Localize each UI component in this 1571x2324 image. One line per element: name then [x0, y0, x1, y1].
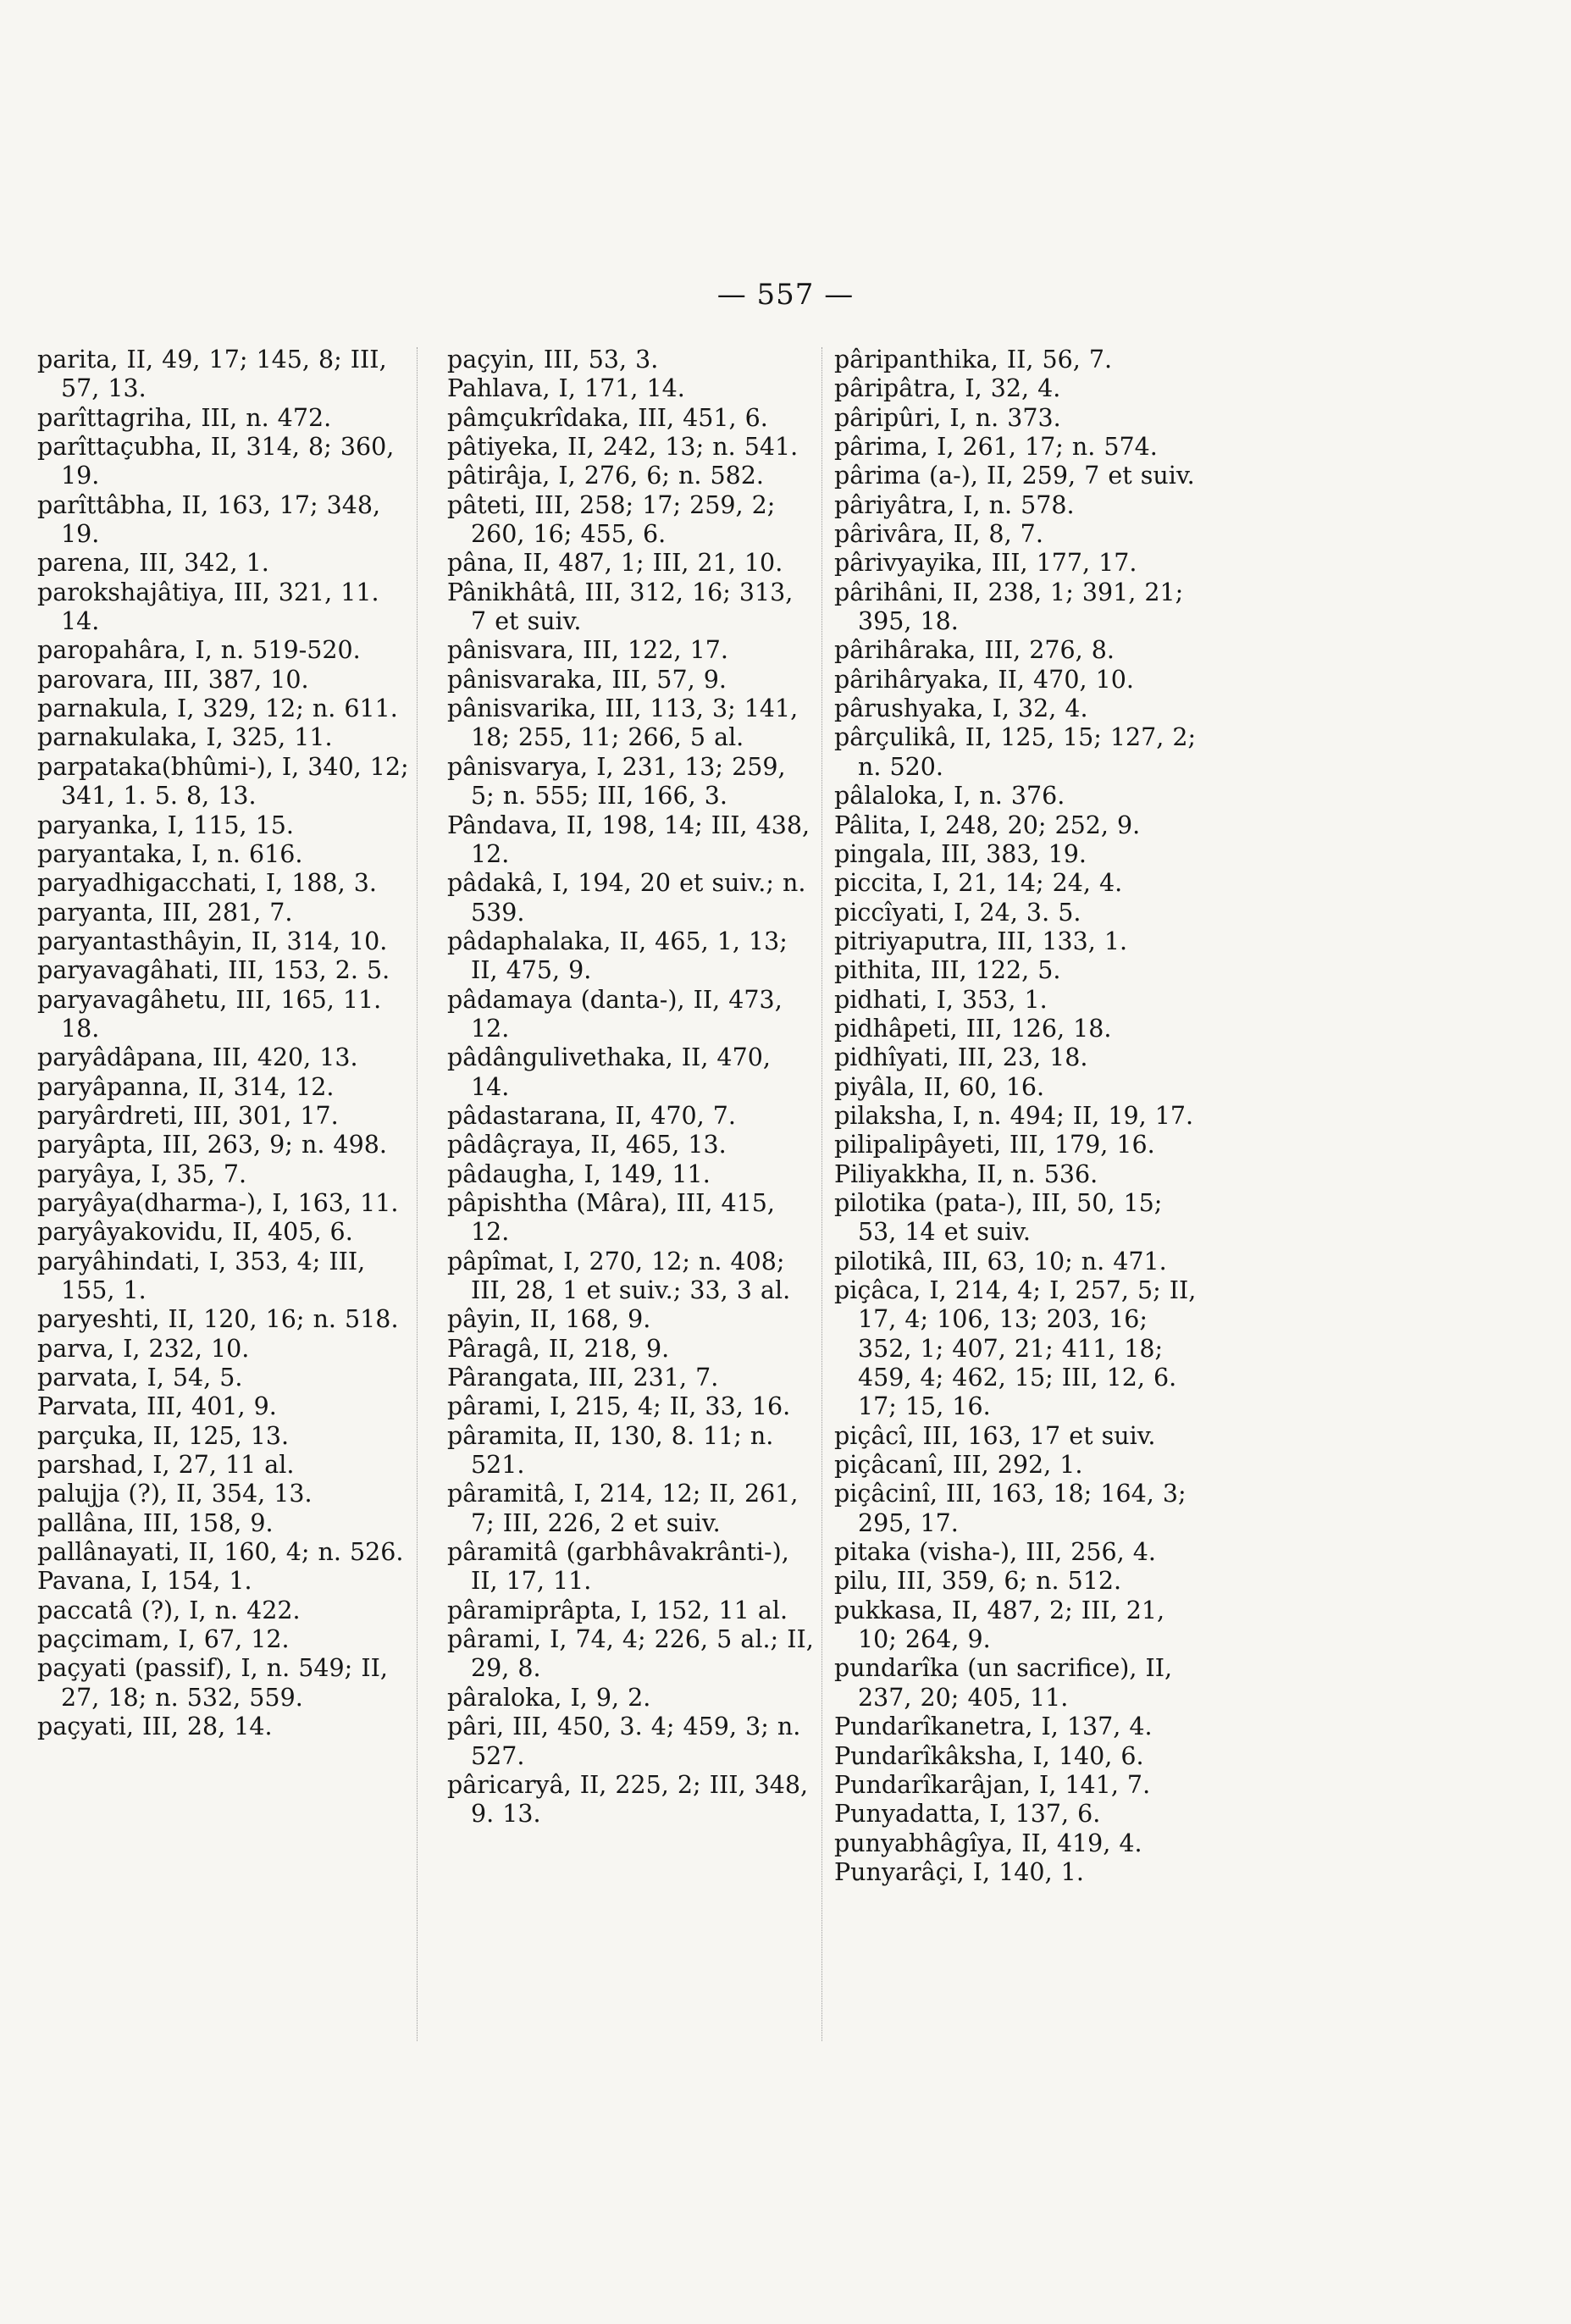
index-entry: parena, III, 342, 1. — [37, 549, 269, 578]
index-entry: palujja (?), II, 354, 13. — [37, 1480, 313, 1508]
index-entry: Pundarîkarâjan, I, 141, 7. — [834, 1770, 1151, 1799]
index-entry: paçyati, III, 28, 14. — [37, 1713, 273, 1741]
index-entry: pidhîyati, III, 23, 18. — [834, 1043, 1088, 1072]
index-entry: pâramitâ (garbhâvakrânti-), II, 17, 11. — [447, 1538, 798, 1596]
index-entry: paryâyakovidu, II, 405, 6. — [37, 1218, 353, 1247]
index-entry: pâripâtra, I, 32, 4. — [834, 374, 1061, 403]
index-entry: Pândava, II, 198, 14; III, 438, 12. — [447, 811, 819, 868]
index-entry: piccîyati, I, 24, 3. 5. — [834, 898, 1081, 927]
index-entry: pâteti, III, 258; 17; 259, 2; 260, 16; 455, 6. — [447, 490, 784, 549]
page-number: — 557 — — [716, 278, 855, 312]
index-entry: pârami, I, 215, 4; II, 33, 16. — [447, 1392, 791, 1421]
index-entry: pârihâryaka, II, 470, 10. — [834, 665, 1134, 694]
index-entry: parva, I, 232, 10. — [37, 1334, 250, 1363]
index-entry: paryâya(dharma-), I, 163, 11. — [37, 1188, 399, 1217]
index-entry: parovara, III, 387, 10. — [37, 665, 309, 694]
index-entry: parpataka(bhûmi-), I, 340, 12; 341, 1. 5. 8, 13. — [37, 752, 418, 811]
index-entry: pârivâra, II, 8, 7. — [834, 520, 1043, 549]
index-entry: pâramiprâpta, I, 152, 11 al. — [447, 1596, 788, 1624]
index-entry: piçâcî, III, 163, 17 et suiv. — [834, 1421, 1156, 1450]
index-entry: pilotikâ, III, 63, 10; n. 471. — [834, 1247, 1167, 1275]
index-entry: paryâpanna, II, 314, 12. — [37, 1072, 335, 1101]
index-entry: pâpîmat, I, 270, 12; n. 408; III, 28, 1 et suiv.; 33, 3 al. — [447, 1247, 794, 1304]
index-entry: piçâca, I, 214, 4; I, 257, 5; II, 17, 4; 106, 13; 203, 16; 352, 1; 407, 21; 411, 18; 459, 4; 462, 15; III, 12, 6. 17; 15, 16. — [834, 1276, 1205, 1421]
index-entry: paryantaka, I, n. 616. — [37, 839, 303, 868]
index-entry: Piliyakkha, II, n. 536. — [834, 1159, 1098, 1188]
index-entry: Punyadatta, I, 137, 6. — [834, 1800, 1101, 1829]
index-entry: paccatâ (?), I, n. 422. — [37, 1596, 301, 1624]
index-entry: pilaksha, I, n. 494; II, 19, 17. — [834, 1101, 1194, 1130]
index-entry: Pârangata, III, 231, 7. — [447, 1364, 719, 1392]
column-divider — [417, 347, 418, 2041]
index-entry: Pahlava, I, 171, 14. — [447, 374, 685, 403]
index-entry: pâriyâtra, I, n. 578. — [834, 490, 1075, 519]
index-entry: pâna, II, 487, 1; III, 21, 10. — [447, 549, 783, 578]
index-entry: paryavagâhati, III, 153, 2. 5. — [37, 956, 390, 985]
index-entry: Pavana, I, 154, 1. — [37, 1567, 252, 1596]
index-entry: parnakula, I, 329, 12; n. 611. — [37, 694, 398, 723]
index-entry: pâramita, II, 130, 8. 11; n. 521. — [447, 1421, 783, 1480]
index-entry: paryantasthâyin, II, 314, 10. — [37, 927, 388, 955]
index-entry: pithita, III, 122, 5. — [834, 956, 1061, 985]
index-entry: parçuka, II, 125, 13. — [37, 1421, 290, 1450]
index-entry: pidhati, I, 353, 1. — [834, 985, 1048, 1014]
index-column-middle — [447, 346, 822, 1829]
index-entry: paryâhindati, I, 353, 4; III, 155, 1. — [37, 1247, 374, 1304]
index-entry: paryâdâpana, III, 420, 13. — [37, 1043, 358, 1072]
index-entry: pâyin, II, 168, 9. — [447, 1305, 651, 1334]
index-entry: parita, II, 49, 17; 145, 8; III, 57, 13. — [37, 346, 396, 403]
index-entry: pâramitâ, I, 214, 12; II, 261, 7; III, 226, 2 et suiv. — [447, 1480, 807, 1537]
index-entry: Parvata, III, 401, 9. — [37, 1392, 277, 1421]
index-entry: pitriyaputra, III, 133, 1. — [834, 927, 1128, 955]
index-entry: pundarîka (un sacrifice), II, 237, 20; 405, 11. — [834, 1654, 1181, 1712]
index-entry: parvata, I, 54, 5. — [37, 1364, 243, 1392]
index-entry: pânisvaraka, III, 57, 9. — [447, 665, 727, 694]
index-column-left — [37, 346, 418, 1742]
index-entry: pukkasa, II, 487, 2; III, 21, 10; 264, 9. — [834, 1596, 1174, 1654]
index-entry: paryâpta, III, 263, 9; n. 498. — [37, 1131, 387, 1159]
index-entry: pânisvarika, III, 113, 3; 141, 18; 255, 11; 266, 5 al. — [447, 694, 807, 752]
index-entry: pallâna, III, 158, 9. — [37, 1508, 274, 1537]
index-entry: paryanka, I, 115, 15. — [37, 811, 294, 839]
index-entry: Pâlita, I, 248, 20; 252, 9. — [834, 811, 1141, 839]
index-entry: paryeshti, II, 120, 16; n. 518. — [37, 1305, 399, 1334]
index-entry: pâtiyeka, II, 242, 13; n. 541. — [447, 433, 799, 462]
index-entry: paçyati (passif), I, n. 549; II, 27, 18; n. 532, 559. — [37, 1654, 396, 1712]
index-entry: pârçulikâ, II, 125, 15; 127, 2; n. 520. — [834, 723, 1205, 781]
index-entry: pingala, III, 383, 19. — [834, 839, 1087, 868]
index-entry: pâtirâja, I, 276, 6; n. 582. — [447, 462, 764, 490]
index-entry: Pânikhâtâ, III, 312, 16; 313, 7 et suiv. — [447, 578, 802, 636]
index-entry: pâlaloka, I, n. 376. — [834, 782, 1065, 811]
index-entry: paryâya, I, 35, 7. — [37, 1159, 247, 1188]
index-entry: pâmçukrîdaka, III, 451, 6. — [447, 403, 768, 432]
index-entry: piçâcinî, III, 163, 18; 164, 3; 295, 17. — [834, 1480, 1195, 1537]
index-entry: pilu, III, 359, 6; n. 512. — [834, 1567, 1122, 1596]
index-entry: pârihâraka, III, 276, 8. — [834, 636, 1115, 665]
index-entry: pâdamaya (danta-), II, 473, 12. — [447, 985, 791, 1043]
index-entry: pârima (a-), II, 259, 7 et suiv. — [834, 462, 1195, 490]
index-entry: piçâcanî, III, 292, 1. — [834, 1451, 1083, 1480]
index-entry: pâdaphalaka, II, 465, 1, 13; II, 475, 9. — [447, 927, 796, 985]
index-entry: pâpishtha (Mâra), III, 415, 12. — [447, 1188, 783, 1247]
index-entry: paçcimam, I, 67, 12. — [37, 1625, 290, 1654]
index-entry: parokshajâtiya, III, 321, 11. 14. — [37, 578, 388, 636]
index-entry: paçyin, III, 53, 3. — [447, 346, 659, 374]
index-entry: parîttâbha, II, 163, 17; 348, 19. — [37, 490, 390, 549]
index-entry: parnakulaka, I, 325, 11. — [37, 723, 333, 752]
index-entry: paryârdreti, III, 301, 17. — [37, 1101, 339, 1130]
index-entry: pidhâpeti, III, 126, 18. — [834, 1014, 1112, 1043]
index-entry: pilipalipâyeti, III, 179, 16. — [834, 1131, 1155, 1159]
index-entry: piyâla, II, 60, 16. — [834, 1072, 1045, 1101]
index-entry: pârivyayika, III, 177, 17. — [834, 549, 1137, 578]
index-entry: pârihâni, II, 238, 1; 391, 21; 395, 18. — [834, 578, 1192, 636]
index-entry: paryavagâhetu, III, 165, 11. 18. — [37, 985, 390, 1043]
index-entry: pâdângulivethaka, II, 470, 14. — [447, 1043, 779, 1101]
index-entry: pâraloka, I, 9, 2. — [447, 1683, 651, 1712]
index-entry: Pundarîkâksha, I, 140, 6. — [834, 1741, 1144, 1770]
index-entry: pârushyaka, I, 32, 4. — [834, 694, 1088, 723]
index-entry: Pundarîkanetra, I, 137, 4. — [834, 1713, 1153, 1741]
index-entry: pânisvarya, I, 231, 13; 259, 5; n. 555; III, 166, 3. — [447, 752, 794, 811]
column-divider — [821, 347, 822, 2041]
index-entry: paryadhigacchati, I, 188, 3. — [37, 869, 377, 898]
index-entry: pâdastarana, II, 470, 7. — [447, 1101, 736, 1130]
index-entry: paropahâra, I, n. 519-520. — [37, 636, 361, 665]
index-entry: paryanta, III, 281, 7. — [37, 898, 293, 927]
index-entry: pânisvara, III, 122, 17. — [447, 636, 728, 665]
index-entry: pârami, I, 74, 4; 226, 5 al.; II, 29, 8. — [447, 1625, 822, 1683]
index-entry: parshad, I, 27, 11 al. — [37, 1451, 295, 1480]
index-entry: parîttagriha, III, n. 472. — [37, 403, 332, 432]
index-entry: pâdakâ, I, 194, 20 et suiv.; n. 539. — [447, 869, 815, 927]
index-entry: piccita, I, 21, 14; 24, 4. — [834, 869, 1123, 898]
index-entry: pâdâçraya, II, 465, 13. — [447, 1131, 727, 1159]
index-entry: pâripûri, I, n. 373. — [834, 403, 1061, 432]
index-entry: pallânayati, II, 160, 4; n. 526. — [37, 1538, 404, 1567]
index-entry: pârima, I, 261, 17; n. 574. — [834, 433, 1158, 462]
index-column-right — [834, 346, 1207, 1887]
index-entry: Punyarâçi, I, 140, 1. — [834, 1857, 1084, 1886]
index-entry: Pâragâ, II, 218, 9. — [447, 1334, 670, 1363]
index-entry: pilotika (pata-), III, 50, 15; 53, 14 et suiv. — [834, 1188, 1171, 1247]
index-entry: parîttaçubha, II, 314, 8; 360, 19. — [37, 433, 403, 490]
index-entry: pitaka (visha-), III, 256, 4. — [834, 1538, 1156, 1567]
index-entry: pâricaryâ, II, 225, 2; III, 348, 9. 13. — [447, 1770, 817, 1829]
index-entry: punyabhâgîya, II, 419, 4. — [834, 1829, 1142, 1857]
index-entry: pâripanthika, II, 56, 7. — [834, 346, 1113, 374]
index-entry: pâdaugha, I, 149, 11. — [447, 1159, 711, 1188]
index-entry: pâri, III, 450, 3. 4; 459, 3; n. 527. — [447, 1713, 810, 1770]
